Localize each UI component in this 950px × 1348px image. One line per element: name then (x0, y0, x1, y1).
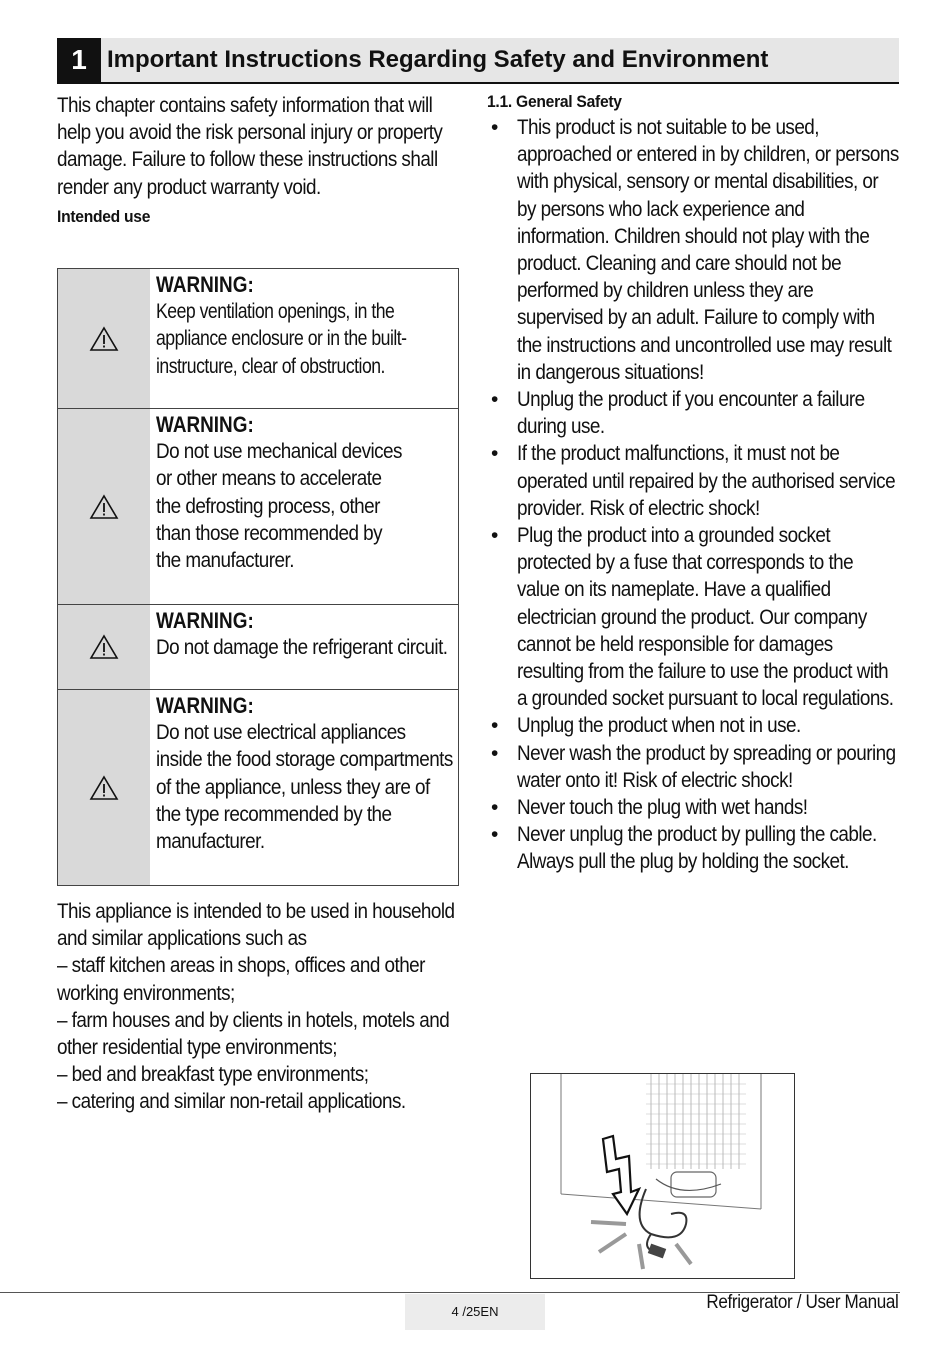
warning-triangle-icon (58, 409, 150, 604)
bullet-icon: • (491, 796, 498, 820)
right-column (487, 92, 907, 876)
warning-text: Do not use electrical appliances inside the food storage compartments of the appliance, unless they are of the type recommended by the manufacturer. (156, 721, 453, 854)
warning-row (58, 269, 458, 408)
warning-text: Do not use mechanical devices or other means to accelerate the defrosting process, other than those recommended by the manufacturer. (156, 440, 402, 573)
bullet-icon: • (491, 116, 498, 139)
chapter-number: 1 (57, 38, 101, 82)
list-item: • Never unplug the product by pulling the cable. Always pull the plug by holding the socket. (491, 823, 877, 874)
warning-triangle-icon (58, 690, 150, 885)
warning-triangle-icon (58, 269, 150, 408)
usage-intro: This appliance is intended to be used in household and similar applications such as (57, 900, 455, 951)
chapter-header (57, 38, 899, 84)
list-item: • If the product malfunctions, it must not be operated until repaired by the authorised service provider. Risk of electric shock! (491, 442, 896, 520)
usage-item: – staff kitchen areas in shops, offices and other working environments; (57, 954, 425, 1005)
warning-text: Do not damage the refrigerant circuit. (156, 636, 448, 659)
bullet-icon: • (491, 442, 498, 466)
left-column (57, 92, 467, 227)
warning-row (58, 408, 458, 604)
bullet-icon: • (491, 524, 498, 548)
chapter-title: Important Instructions Regarding Safety and Environment (107, 46, 769, 73)
usage-item: – farm houses and by clients in hotels, motels and other residential type environments; (57, 1008, 450, 1060)
warning-title: WARNING: (156, 412, 254, 437)
warning-row (58, 689, 458, 885)
intended-use-heading: Intended use (57, 206, 151, 226)
bullet-icon: • (491, 741, 498, 765)
list-item: • This product is not suitable to be used, approached or entered in by children, or persons with physical, sensory or mental disabilities, or by persons who lack experience and information. Children should not play with the product. Cleaning and care should not be performed by children unless they are supervised by an adult. Failure to comply with the instructions and uncontrolled use may result in dangerous situations! (491, 116, 899, 384)
bullet-icon: • (491, 714, 498, 738)
intro-paragraph: This chapter contains safety information that will help you avoid the risk personal injury or property damage. Failure to follow these instructions shall render any product warranty void. (57, 94, 443, 199)
bullet-icon: • (491, 388, 498, 412)
general-safety-heading: 1.1. General Safety (487, 92, 622, 111)
list-item: • Never wash the product by spreading or pouring water onto it! Risk of electric shock! (491, 741, 896, 792)
manual-title: Refrigerator / User Manual (705, 1292, 898, 1313)
list-item: • Never touch the plug with wet hands! (487, 794, 907, 821)
warning-title: WARNING: (156, 608, 254, 633)
usage-item: – catering and similar non-retail applications. (57, 1090, 406, 1114)
warning-triangle-icon (58, 605, 150, 689)
warning-row (58, 604, 458, 689)
list-item: • Plug the product into a grounded socket protected by a fuse that corresponds to the value on its nameplate. Have a qualified electrician ground the product. Our company cannot be held responsible for damages resulting from the failure to use the product with a grounded socket pursuant to local regulations. (491, 524, 894, 711)
list-item: • Unplug the product when not in use. (487, 712, 907, 739)
page-number: 4 /25EN (405, 1294, 545, 1330)
usage-item: – bed and breakfast type environments; (57, 1063, 369, 1087)
safety-bullet-list (487, 114, 907, 876)
unplug-cable-illustration (530, 1073, 795, 1279)
intended-use-list (57, 898, 512, 1116)
warning-title: WARNING: (156, 272, 254, 297)
warning-table (57, 268, 459, 886)
warning-title: WARNING: (156, 693, 254, 718)
bullet-icon: • (491, 823, 498, 847)
list-item: • Unplug the product if you encounter a failure during use. (491, 388, 865, 439)
warning-text: Keep ventilation openings, in the appliance enclosure or in the built-instructure, clear of obstruction. (156, 300, 407, 378)
